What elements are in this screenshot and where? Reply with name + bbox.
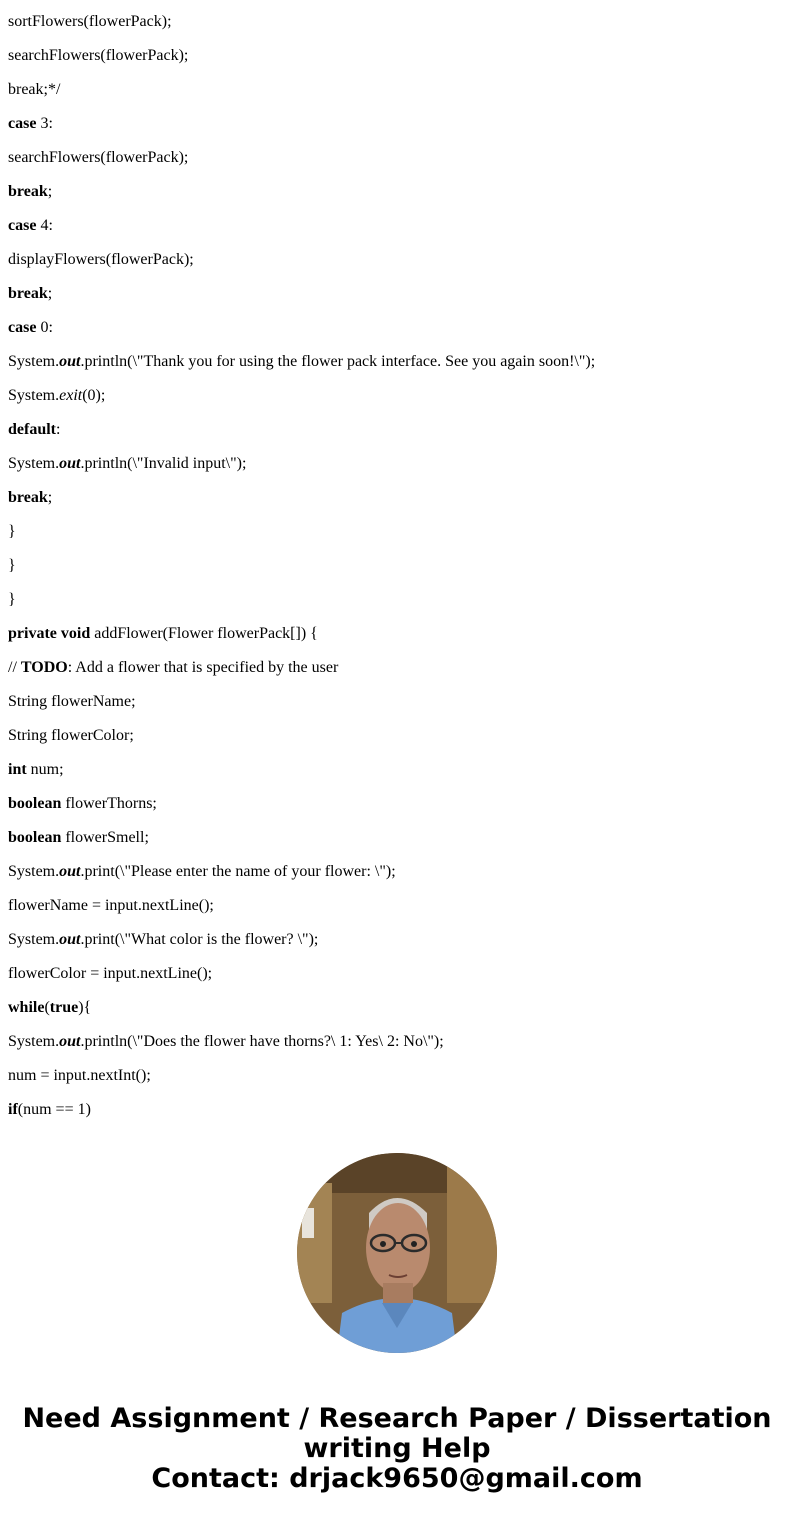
- code-line: [8, 352, 786, 386]
- code-text: System.: [8, 353, 60, 370]
- code-text: sortFlowers(flowerPack);: [8, 13, 172, 30]
- code-keyword: out: [59, 353, 81, 370]
- code-line: [8, 216, 786, 250]
- code-line: [8, 828, 786, 862]
- code-text: ){: [78, 999, 92, 1016]
- code-line: [8, 624, 786, 658]
- code-line: [8, 318, 786, 352]
- code-line: [8, 896, 786, 930]
- code-line: [8, 46, 786, 80]
- code-text: String flowerColor;: [8, 727, 134, 744]
- code-line: [8, 250, 786, 284]
- code-text: System.: [8, 931, 60, 948]
- code-text: (num == 1): [17, 1101, 91, 1118]
- code-line: [8, 862, 786, 896]
- promo-line-1: Need Assignment / Research Paper / Dissertation: [22, 1403, 772, 1434]
- code-text: }: [8, 591, 16, 608]
- code-text: ;: [47, 183, 53, 200]
- code-text: }: [8, 523, 16, 540]
- code-text: 0:: [36, 319, 53, 336]
- code-line: [8, 148, 786, 182]
- code-line: [8, 1100, 786, 1134]
- promo-banner: [0, 1404, 794, 1494]
- author-photo: [297, 1153, 497, 1353]
- code-line: [8, 1066, 786, 1100]
- promo-line-2: writing Help: [303, 1433, 491, 1464]
- code-line: [8, 1032, 786, 1066]
- code-text: exit: [59, 387, 83, 404]
- code-line: [8, 454, 786, 488]
- code-keyword: case: [8, 217, 37, 234]
- code-text: }: [8, 557, 16, 574]
- code-text: //: [8, 659, 21, 676]
- code-text: flowerColor = input.nextLine();: [8, 965, 213, 982]
- code-text: :: [56, 421, 61, 438]
- code-text: addFlower(Flower flowerPack[]) {: [90, 625, 318, 642]
- code-listing: [8, 12, 786, 1134]
- code-text: ;: [47, 489, 53, 506]
- promo-contact: Contact: drjack9650@gmail.com: [151, 1463, 643, 1494]
- code-line: [8, 930, 786, 964]
- code-text: .print(\"What color is the flower? \");: [80, 931, 319, 948]
- code-text: String flowerName;: [8, 693, 136, 710]
- code-keyword: void: [60, 625, 91, 642]
- code-line: [8, 964, 786, 998]
- code-line: [8, 488, 786, 522]
- code-keyword: case: [8, 115, 37, 132]
- code-keyword: case: [8, 319, 37, 336]
- code-text: System.: [8, 387, 60, 404]
- code-text: ;: [47, 285, 53, 302]
- code-keyword: true: [49, 999, 79, 1016]
- code-line: [8, 386, 786, 420]
- code-text: 3:: [36, 115, 53, 132]
- code-text: .println(\"Does the flower have thorns?\ 1: Yes\ 2: No\");: [80, 1033, 444, 1050]
- code-text: .println(\"Thank you for using the flower pack interface. See you again soon!\");: [80, 353, 596, 370]
- code-text: flowerThorns;: [61, 795, 157, 812]
- code-line: [8, 80, 786, 114]
- code-line: [8, 556, 786, 590]
- code-line: [8, 590, 786, 624]
- code-text: flowerName = input.nextLine();: [8, 897, 214, 914]
- code-line: [8, 726, 786, 760]
- code-keyword: out: [59, 455, 81, 472]
- code-text: (: [44, 999, 50, 1016]
- code-keyword: TODO: [20, 659, 68, 676]
- code-text: flowerSmell;: [61, 829, 149, 846]
- code-line: [8, 658, 786, 692]
- code-line: [8, 522, 786, 556]
- code-line: [8, 284, 786, 318]
- code-line: [8, 998, 786, 1032]
- code-text: displayFlowers(flowerPack);: [8, 251, 194, 268]
- code-text: .println(\"Invalid input\");: [80, 455, 247, 472]
- code-line: [8, 760, 786, 794]
- code-text: searchFlowers(flowerPack);: [8, 149, 189, 166]
- code-text: num;: [26, 761, 64, 778]
- code-keyword: boolean: [8, 795, 62, 812]
- code-keyword: break: [8, 489, 48, 506]
- code-text: System.: [8, 455, 60, 472]
- code-keyword: if: [8, 1101, 18, 1118]
- code-line: [8, 692, 786, 726]
- code-line: [8, 420, 786, 454]
- code-keyword: boolean: [8, 829, 62, 846]
- code-keyword: private: [8, 625, 57, 642]
- code-text: break;*/: [8, 81, 61, 98]
- person-portrait-icon: [297, 1153, 497, 1353]
- code-text: searchFlowers(flowerPack);: [8, 47, 189, 64]
- code-text: System.: [8, 863, 60, 880]
- code-line: [8, 114, 786, 148]
- code-keyword: while: [8, 999, 45, 1016]
- code-keyword: break: [8, 183, 48, 200]
- code-text: System.: [8, 1033, 60, 1050]
- code-text: num = input.nextInt();: [8, 1067, 151, 1084]
- code-text: : Add a flower that is specified by the user: [67, 659, 339, 676]
- code-keyword: int: [8, 761, 27, 778]
- code-line: [8, 12, 786, 46]
- code-line: [8, 182, 786, 216]
- code-keyword: out: [59, 863, 81, 880]
- code-keyword: default: [8, 421, 56, 438]
- code-line: [8, 794, 786, 828]
- code-keyword: out: [59, 931, 81, 948]
- code-text: 4:: [36, 217, 53, 234]
- code-keyword: out: [59, 1033, 81, 1050]
- code-text: .print(\"Please enter the name of your flower: \");: [80, 863, 396, 880]
- code-text: (0);: [82, 387, 106, 404]
- code-keyword: break: [8, 285, 48, 302]
